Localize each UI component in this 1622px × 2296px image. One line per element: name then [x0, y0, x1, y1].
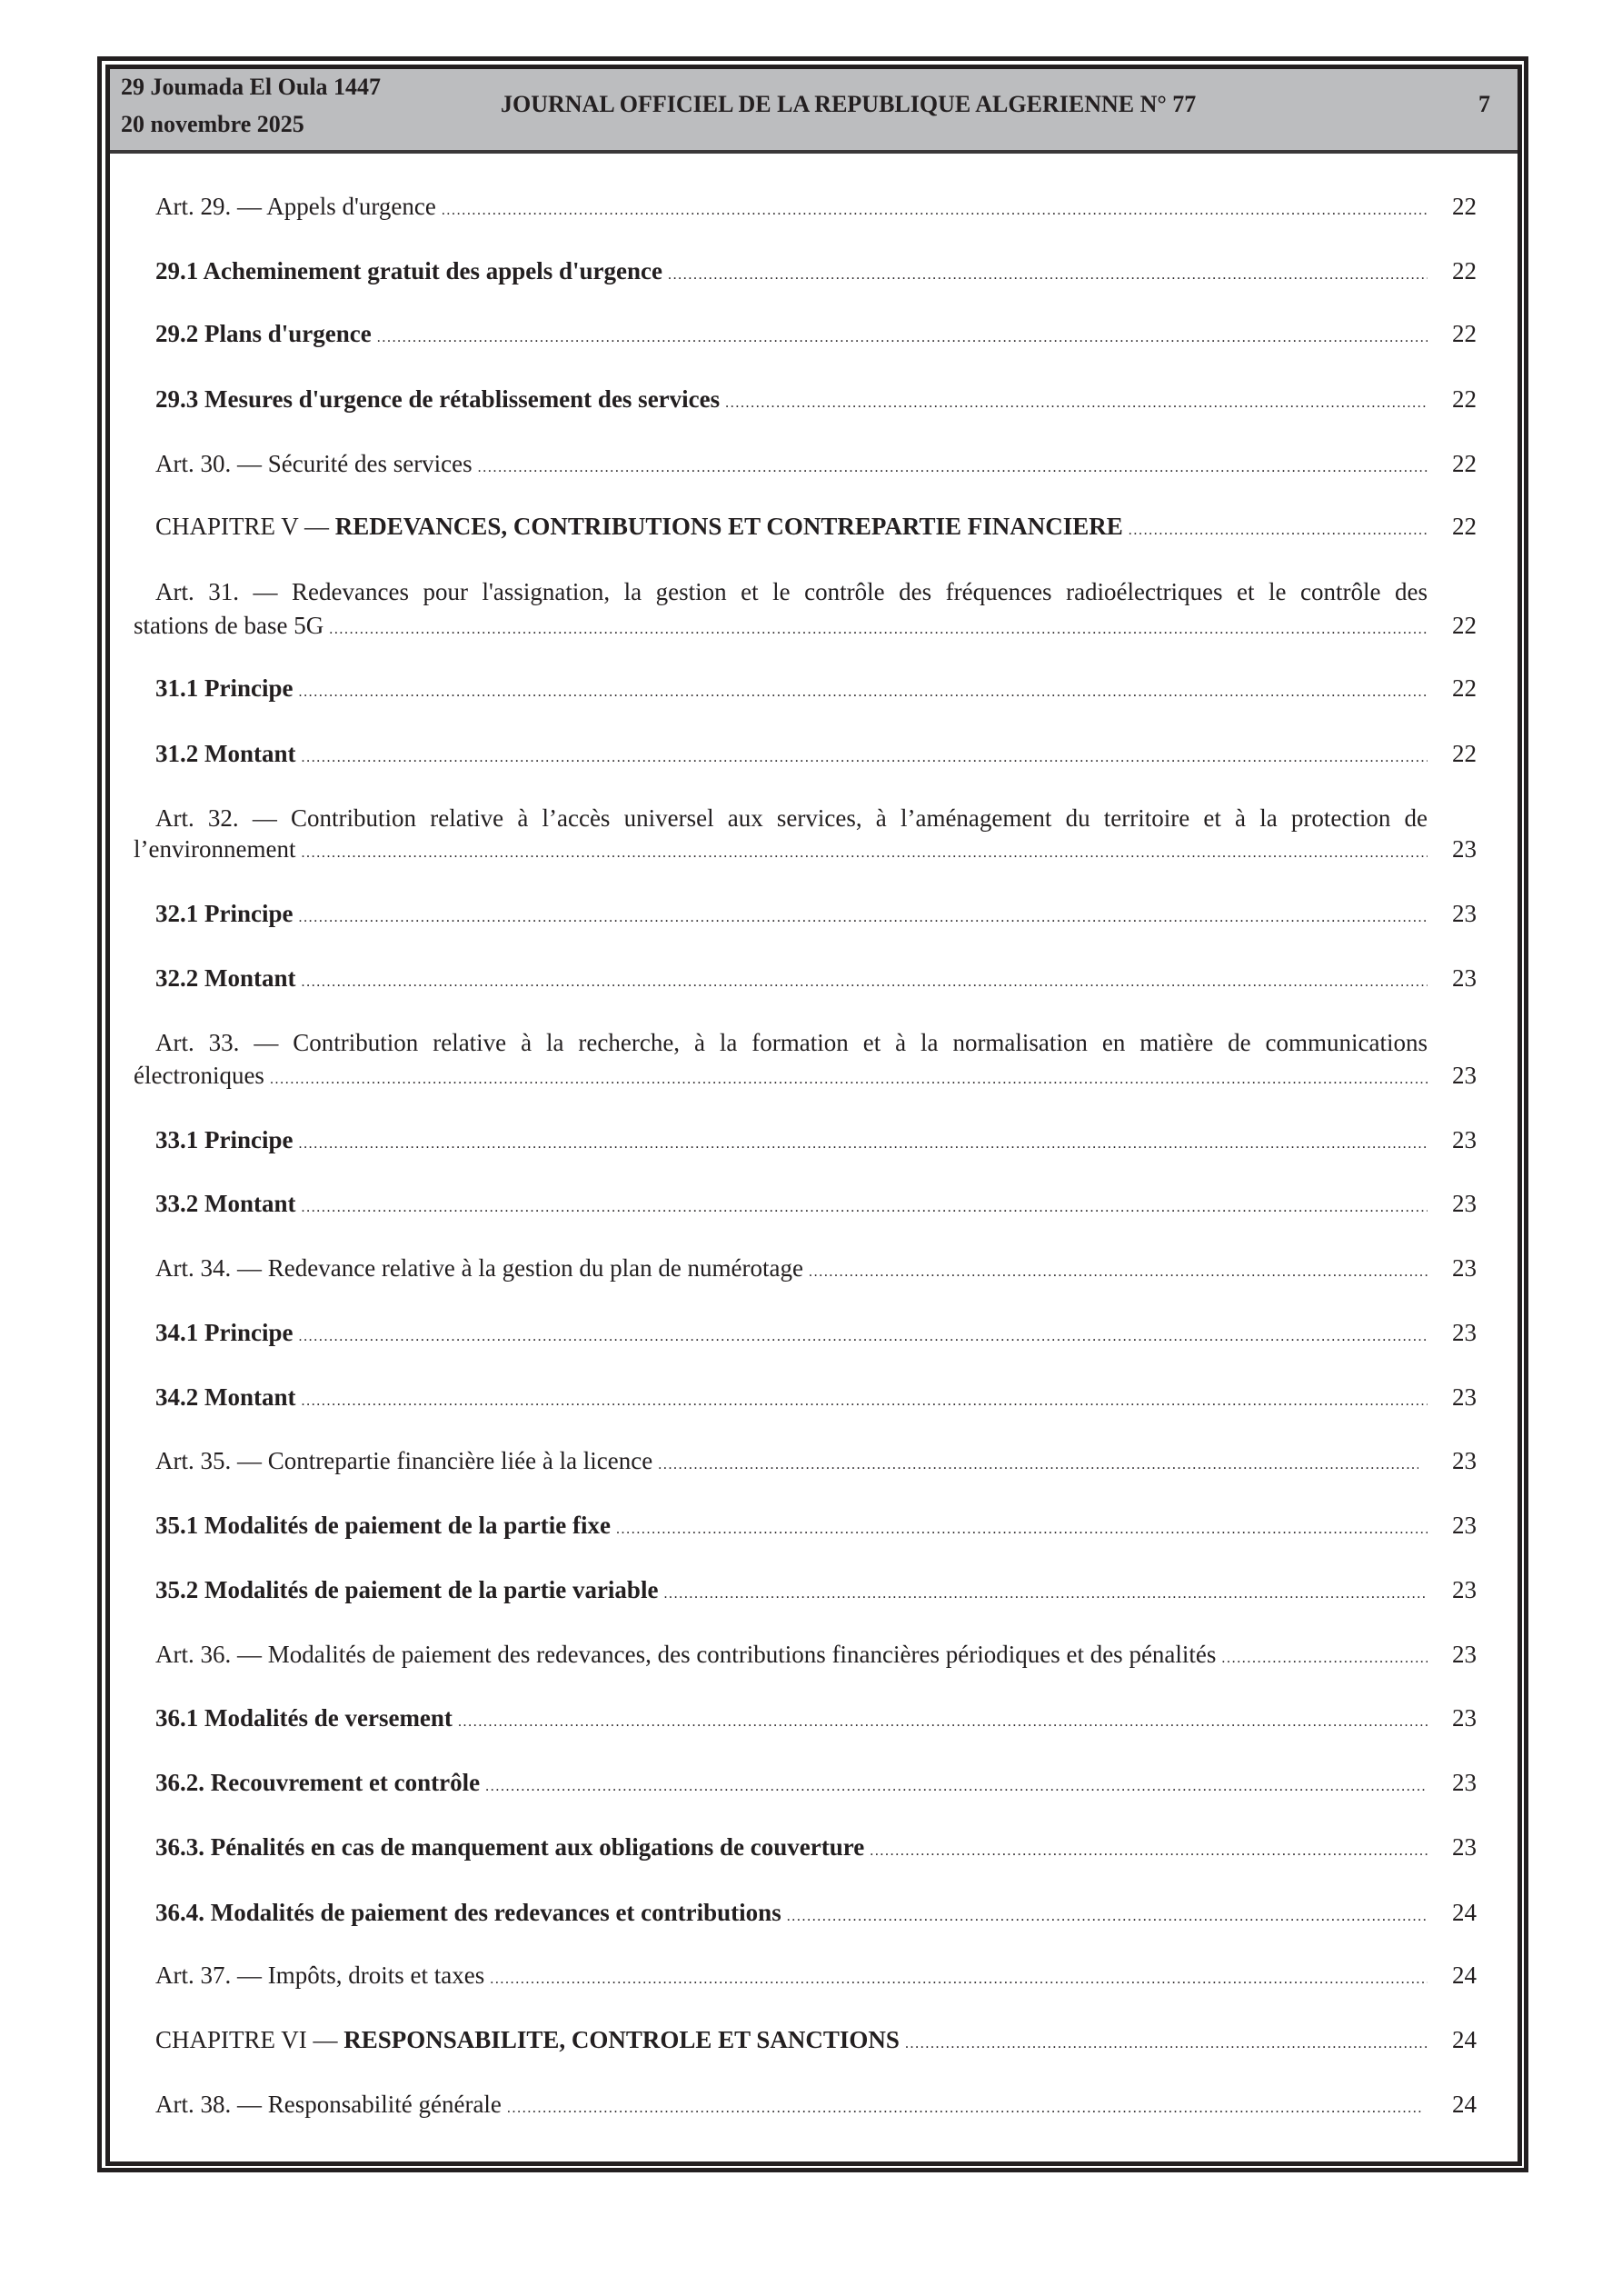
toc-page-number: 23: [1452, 1833, 1477, 1861]
toc-entry-continuation: électroniques .....: [134, 1063, 1428, 1092]
leader-dots: [787, 1904, 1428, 1929]
leader-dots: [302, 1389, 1428, 1413]
toc-entry: [155, 1706, 1428, 1734]
toc-entry: [155, 676, 1428, 704]
toc-entry: [155, 322, 1428, 350]
toc-entry: [155, 1192, 1428, 1220]
toc-page-number: 23: [1452, 1641, 1477, 1668]
toc-entry: Art. 37. — Impôts, droits et taxes .....: [155, 1963, 1428, 1992]
toc-page-number: 23: [1452, 1126, 1477, 1153]
toc-entry: [155, 1321, 1428, 1349]
chapter-title: RESPONSABILITE, CONTROLE ET SANCTIONS: [343, 2026, 900, 2053]
toc-page-number: 22: [1452, 450, 1477, 477]
toc-entry-title: Redevances pour l'assignation, la gestion et le contrôle des fréquences radioélectriques et le contrôle des: [292, 578, 1428, 605]
toc-entry-title: Appels d'urgence: [266, 193, 436, 220]
toc-entry-title: 29.3 Mesures d'urgence de rétablissement des services: [155, 385, 721, 413]
leader-dots: [377, 325, 1428, 350]
toc-page-number: 22: [1452, 740, 1477, 767]
toc-page-number: 22: [1452, 674, 1477, 702]
toc-entry-title: 35.2 Modalités de paiement de la partie variable: [155, 1576, 659, 1603]
gregorian-date: 20 novembre 2025: [121, 111, 304, 137]
toc-entry-title: Contribution relative à l’accès universel aux services, à l’aménagement du territoire et à la protection de: [291, 804, 1428, 832]
toc-entry: Art. 38. — Responsabilité générale .....: [155, 2092, 1423, 2121]
leader-dots: [298, 680, 1428, 704]
toc-page-number: 23: [1452, 1062, 1477, 1089]
toc-page-number: 22: [1452, 612, 1477, 639]
toc-entry-title: 29.1 Acheminement gratuit des appels d'urgence: [155, 257, 662, 285]
toc-page-number: 23: [1452, 1319, 1477, 1346]
journal-header: [110, 69, 1518, 154]
toc-page-number: 23: [1452, 1447, 1477, 1474]
toc-page-number: 23: [1452, 964, 1477, 992]
toc-entry-title: 31.1 Principe: [155, 674, 294, 702]
toc-page-number: 22: [1452, 320, 1477, 347]
toc-entry-title: 36.4. Modalités de paiement des redevances et contributions: [155, 1899, 781, 1926]
leader-dots: [458, 1710, 1428, 1734]
toc-entry-title: Impôts, droits et taxes: [267, 1962, 485, 1989]
journal-title: JOURNAL OFFICIEL DE LA REPUBLIQUE ALGERIENNE N° 77: [501, 91, 1197, 117]
toc-entry-title: Modalités de paiement des redevances, des contributions financières périodiques et des pénalités: [267, 1641, 1217, 1668]
toc-entry: [155, 742, 1428, 770]
toc-entry-title: Redevance relative à la gestion du plan de numérotage: [267, 1254, 804, 1282]
toc-page-number: 22: [1452, 257, 1477, 285]
leader-dots: [725, 391, 1428, 415]
leader-dots: [485, 1774, 1428, 1799]
toc-entry-title: Contribution relative à la recherche, à la formation et à la normalisation en matière de communications: [293, 1029, 1428, 1056]
toc-entry: Art. 34. — Redevance relative à la gestion du plan de numérotage .....: [155, 1256, 1428, 1284]
toc-entry-title: 36.3. Pénalités en cas de manquement aux obligations de couverture: [155, 1833, 865, 1861]
toc-page-number: 22: [1452, 193, 1477, 220]
toc-page-number: 24: [1452, 2026, 1477, 2053]
toc-entry: [155, 387, 1428, 415]
toc-entry: [155, 1835, 1428, 1863]
toc-page-number: 23: [1452, 1704, 1477, 1732]
leader-dots: [270, 1067, 1428, 1092]
leader-dots: [1129, 518, 1428, 543]
toc-entry-title: Responsabilité générale: [267, 2091, 502, 2118]
leader-dots: [302, 970, 1428, 994]
toc-entry: Art. 35. — Contrepartie financière liée à la licence .....: [155, 1449, 1418, 1477]
toc-entry: [155, 259, 1428, 287]
page-number: 7: [1478, 91, 1490, 117]
leader-dots: [329, 617, 1428, 642]
leader-dots: [658, 1452, 1418, 1477]
toc-entry: [155, 1385, 1428, 1413]
leader-dots: [490, 1967, 1428, 1992]
toc-entry: [155, 1128, 1428, 1156]
leader-dots: [809, 1260, 1428, 1284]
toc-entry-title: 35.1 Modalités de paiement de la partie fixe: [155, 1512, 611, 1539]
leader-dots: [298, 905, 1428, 930]
toc-entry-title: 36.2. Recouvrement et contrôle: [155, 1769, 481, 1796]
toc-entry-title: 34.1 Principe: [155, 1319, 294, 1346]
toc-entry: [155, 1578, 1428, 1606]
chapter-title: REDEVANCES, CONTRIBUTIONS ET CONTREPARTIE FINANCIERE: [334, 513, 1123, 540]
toc-entry: [155, 902, 1428, 930]
leader-dots: [905, 2031, 1428, 2056]
toc-entry: [155, 966, 1428, 994]
leader-dots: [668, 263, 1428, 287]
leader-dots: [478, 455, 1428, 480]
toc-chapter-entry: CHAPITRE V — REDEVANCES, CONTRIBUTIONS ET CONTREPARTIE FINANCIERE .....: [155, 514, 1428, 543]
toc-entry: [155, 1771, 1428, 1799]
toc-page-number: 22: [1452, 385, 1477, 413]
toc-entry-title: Sécurité des services: [267, 450, 473, 477]
toc-entry-line1: Art. 32. — Contribution relative à l’accès universel aux services, à l’aménagement du territoire et à la protection de: [155, 804, 1428, 832]
toc-page-number: 23: [1452, 1769, 1477, 1796]
toc-entry-title: 31.2 Montant: [155, 740, 296, 767]
leader-dots: [302, 745, 1428, 770]
toc-entry-continuation: stations de base 5G .....: [134, 614, 1428, 642]
toc-entry-title: 32.2 Montant: [155, 964, 296, 992]
toc-entry: [155, 1513, 1428, 1542]
leader-dots: [298, 1132, 1428, 1156]
toc-entry-title: 29.2 Plans d'urgence: [155, 320, 372, 347]
leader-dots: [663, 1582, 1428, 1606]
toc-entry: Art. 29. — Appels d'urgence .....: [155, 195, 1428, 223]
toc-page-number: 23: [1452, 1576, 1477, 1603]
toc-entry-title: 33.1 Principe: [155, 1126, 294, 1153]
toc-page-number: 23: [1452, 900, 1477, 927]
toc-page-number: 24: [1452, 1962, 1477, 1989]
toc-entry-line1: Art. 33. — Contribution relative à la recherche, à la formation et à la normalisation en matière de communications: [155, 1029, 1428, 1056]
leader-dots: [507, 2096, 1423, 2121]
toc-page-number: 24: [1452, 2091, 1477, 2118]
toc-page-number: 24: [1452, 1899, 1477, 1926]
toc-entry-line1: Art. 31. — Redevances pour l'assignation, la gestion et le contrôle des fréquences radioélectriques et le contrôle des: [155, 578, 1428, 605]
toc-page-number: 23: [1452, 835, 1477, 863]
toc-entry: [155, 1901, 1428, 1929]
leader-dots: [298, 1324, 1428, 1349]
hijri-date: 29 Joumada El Oula 1447: [121, 74, 382, 100]
toc-page-number: 22: [1452, 513, 1477, 540]
toc-page-number: 23: [1452, 1512, 1477, 1539]
toc-page-number: 23: [1452, 1254, 1477, 1282]
leader-dots: [616, 1517, 1428, 1542]
toc-entry: Art. 36. — Modalités de paiement des redevances, des contributions financières périodiques et des pénalités .....: [155, 1642, 1428, 1671]
toc-entry-title: 32.1 Principe: [155, 900, 294, 927]
leader-dots: [302, 1195, 1428, 1220]
toc-entry-title: Contrepartie financière liée à la licence: [267, 1447, 653, 1474]
toc-entry-title: 34.2 Montant: [155, 1383, 296, 1411]
toc-entry-title: 36.1 Modalités de versement: [155, 1704, 453, 1732]
leader-dots: [870, 1839, 1428, 1863]
leader-dots: [301, 841, 1428, 865]
toc-chapter-entry: CHAPITRE VI — RESPONSABILITE, CONTROLE ET SANCTIONS .....: [155, 2028, 1428, 2056]
toc-page-number: 23: [1452, 1383, 1477, 1411]
toc-entry: Art. 30. — Sécurité des services .....: [155, 452, 1428, 480]
toc-page-number: 23: [1452, 1190, 1477, 1217]
leader-dots: [442, 198, 1428, 223]
toc-entry-title: 33.2 Montant: [155, 1190, 296, 1217]
leader-dots: [1221, 1646, 1428, 1671]
toc-entry-continuation: l’environnement .....: [134, 837, 1428, 865]
